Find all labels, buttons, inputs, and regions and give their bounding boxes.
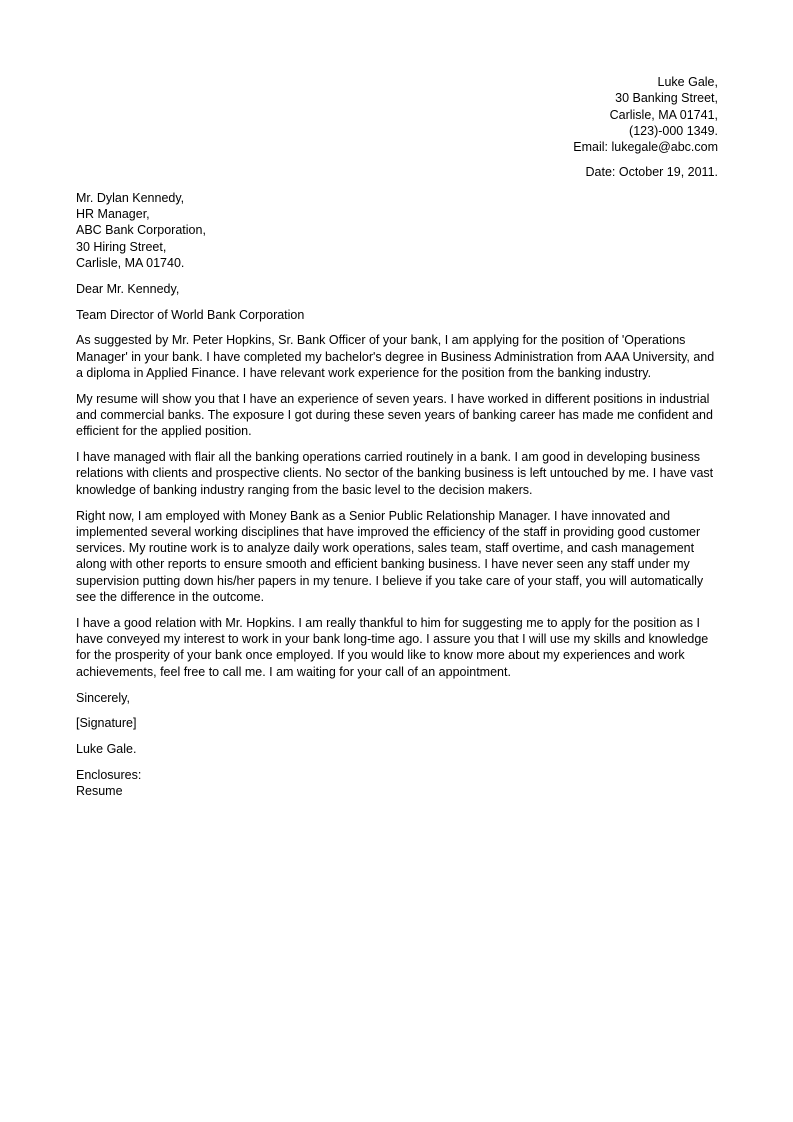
body-paragraph-2: My resume will show you that I have an experience of seven years. I have worked in different positions in industrial and commercial banks. The exposure I got during these seven years of banking career has made me confident and efficient for the applied position.	[76, 391, 713, 439]
salutation: Dear Mr. Kennedy,	[76, 281, 180, 296]
body-paragraph-4: Right now, I am employed with Money Bank as a Senior Public Relationship Manager. I have innovated and implemented several working disciplines that have improved the efficiency of the staff in providing good customer services. My routine work is to analyze daily work operations, sales team, staff overtime, and cash management along with other reports to ensure smooth and efficient banking business. I have never seen any staff under my supervision putting down his/her papers in my tenure. I believe if you take care of your staff, you will automatically see the difference in the outcome.	[76, 508, 704, 605]
letter-page	[76, 74, 718, 799]
recipient-title: HR Manager,	[76, 207, 150, 222]
body-paragraph-5: I have a good relation with Mr. Hopkins. I am really thankful to him for suggesting me to apply for the position as I have conveyed my interest to work in your bank long-time ago. I assure you that I will use my skills and knowledge for the prosperity of your bank once employed. If you would like to know more about my experiences and work achievements, feel free to call me. I am waiting for your call of an appointment.	[76, 615, 709, 679]
recipient-company: ABC Bank Corporation,	[76, 223, 206, 238]
sender-street: 30 Banking Street,	[615, 91, 718, 106]
enclosures-block	[76, 767, 718, 800]
recipient-name: Mr. Dylan Kennedy,	[76, 190, 185, 205]
enclosures-item: Resume	[76, 784, 123, 799]
letter-date: Date: October 19, 2011.	[585, 165, 718, 180]
signature: [Signature]	[76, 716, 137, 731]
sender-phone: (123)-000 1349.	[629, 123, 718, 138]
sender-city: Carlisle, MA 01741,	[609, 107, 718, 122]
signoff-name: Luke Gale.	[76, 742, 137, 757]
sender-address-block	[76, 74, 718, 155]
recipient-city: Carlisle, MA 01740.	[76, 255, 185, 270]
enclosures-label: Enclosures:	[76, 767, 142, 782]
body-paragraph-3: I have managed with flair all the banking operations carried routinely in a bank. I am good in developing business relations with clients and prospective clients. No sector of the banking business is left untouched by me. I have vast knowledge of banking industry ranging from the basic level to the decision makers.	[76, 450, 714, 497]
recipient-street: 30 Hiring Street,	[76, 239, 167, 254]
sender-email: Email: lukegale@abc.com	[573, 140, 718, 155]
recipient-address-block	[76, 190, 718, 271]
letter-subtitle: Team Director of World Bank Corporation	[76, 307, 305, 322]
body-paragraph-1: As suggested by Mr. Peter Hopkins, Sr. Bank Officer of your bank, I am applying for the position of 'Operations Manager' in your bank. I have completed my bachelor's degree in Business Administration from AAA University, and a diploma in Applied Finance. I have relevant work experience for the position from the banking industry.	[76, 333, 715, 380]
sender-name: Luke Gale,	[657, 75, 718, 89]
closing: Sincerely,	[76, 690, 130, 705]
